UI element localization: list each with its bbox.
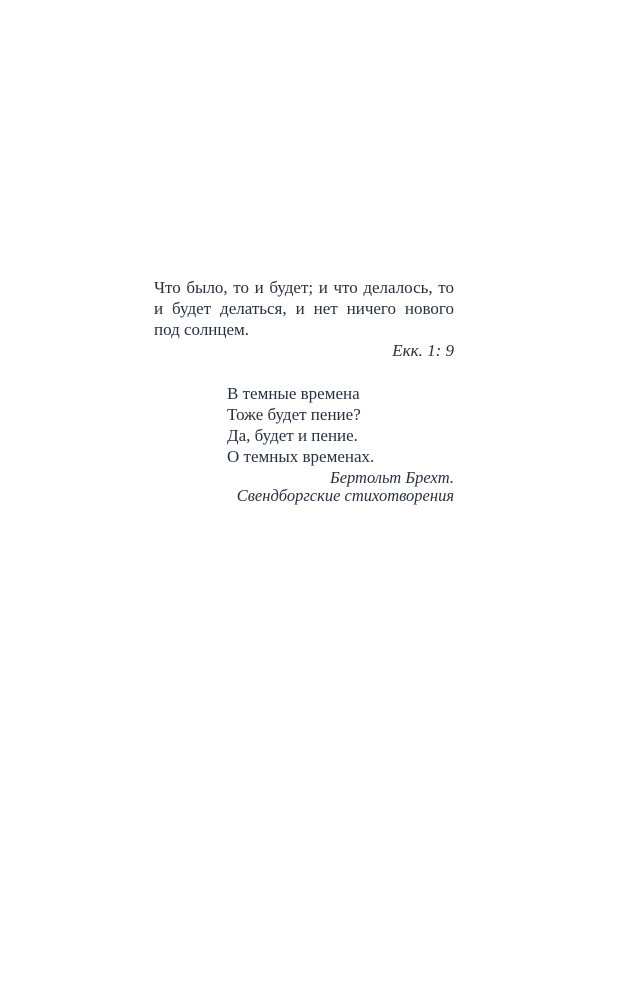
poem-quote <box>227 383 374 467</box>
epigraph-line: и будет делаться, и нет ничего нового <box>154 299 454 318</box>
poem-line: В темные времена <box>227 384 360 403</box>
poem-line: Тоже будет пение? <box>227 405 361 424</box>
epigraph-line: под солнцем. <box>154 320 250 339</box>
poem-line: О темных временах. <box>227 447 375 466</box>
poem-attribution-work: Свендборгские стихотворения <box>236 485 454 505</box>
poem-line: Да, будет и пение. <box>227 426 358 445</box>
epigraph-line: Что было, то и будет; и что делалось, то <box>154 278 454 297</box>
epigraph-source: Екк. 1: 9 <box>392 341 454 360</box>
poem-attribution-author: Бертольт Брехт. <box>329 468 454 487</box>
epigraph-quote <box>154 277 454 361</box>
poem-attribution <box>154 469 454 504</box>
